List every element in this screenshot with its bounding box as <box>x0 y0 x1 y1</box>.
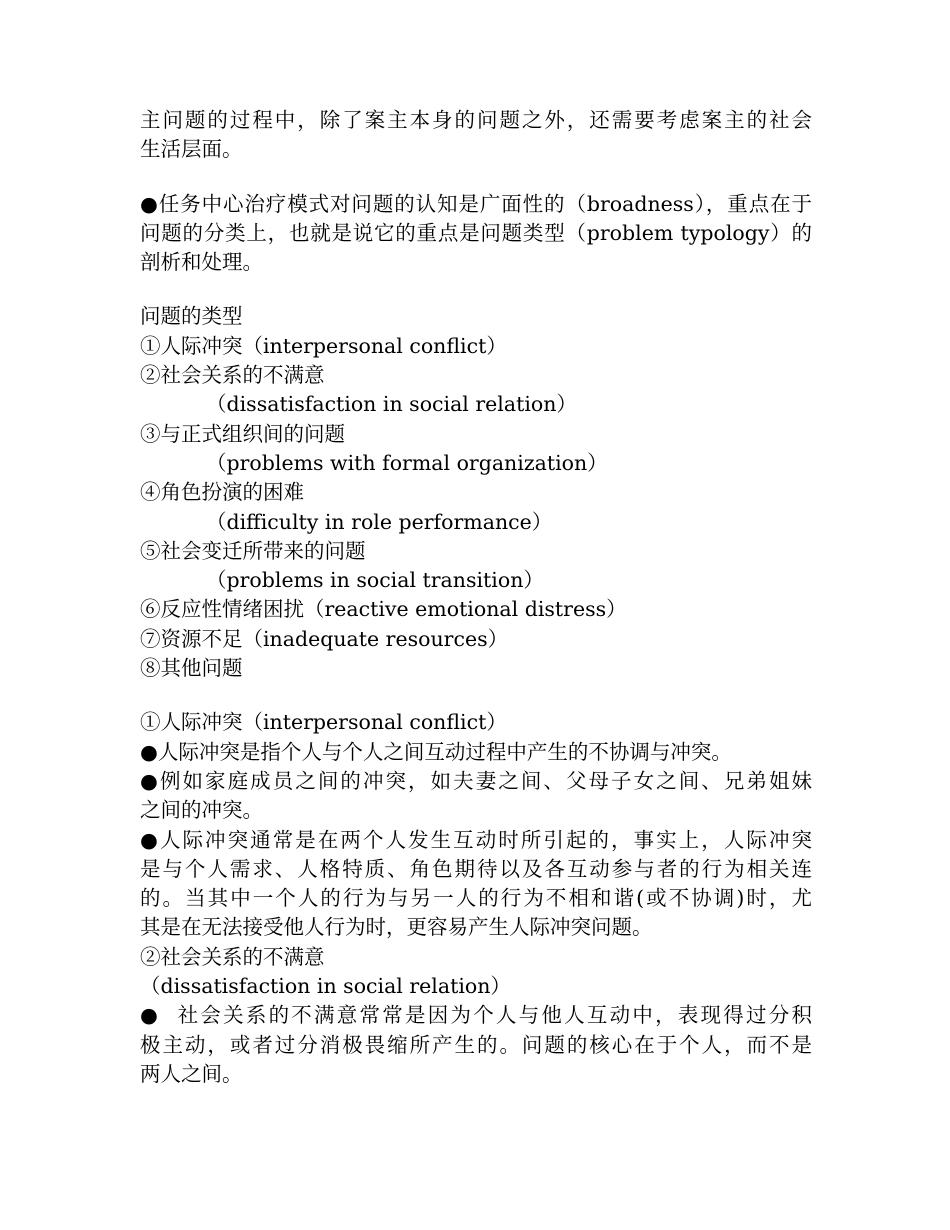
types-item-6: ⑥反应性情绪困扰（reactive emotional distress） <box>140 597 627 622</box>
bullet1-line-2: 问题的分类上，也就是说它的重点是问题类型（problem typology）的 <box>140 220 812 245</box>
types-item-4: ④角色扮演的困难 <box>140 480 304 505</box>
document-page <box>140 106 812 1089</box>
paragraph-gap <box>140 277 812 302</box>
section1-bullet-3-line-2: 是与个人需求、人格特质、角色期待以及各互动参与者的行为相关连 <box>140 856 812 881</box>
types-item-2: ②社会关系的不满意 <box>140 363 325 388</box>
section1-bullet-3-line-1: ●人际冲突通常是在两个人发生互动时所引起的，事实上，人际冲突 <box>140 827 812 852</box>
section2-bullet-1-line-2: 极主动，或者过分消极畏缩所产生的。问题的核心在于个人，而不是 <box>140 1032 812 1057</box>
paragraph-gap <box>140 165 812 190</box>
section1-bullet-1: ●人际冲突是指个人与个人之间互动过程中产生的不协调与冲突。 <box>140 739 732 764</box>
section2-bullet-1-line-1: ● 社会关系的不满意常常是因为个人与他人互动中，表现得过分积 <box>140 1003 812 1028</box>
types-item-3-english: （problems with formal organization） <box>206 450 608 475</box>
types-item-7: ⑦资源不足（inadequate resources） <box>140 626 509 651</box>
section1-bullet-2-line-1: ●例如家庭成员之间的冲突，如夫妻之间、父母子女之间、兄弟姐妹 <box>140 768 812 793</box>
bullet1-line-3: 剖析和处理。 <box>140 250 263 275</box>
section2-heading-english: （dissatisfaction in social relation） <box>140 974 511 999</box>
paragraph-gap <box>140 683 812 708</box>
types-item-5: ⑤社会变迁所带来的问题 <box>140 538 366 563</box>
section1-heading: ①人际冲突（interpersonal conflict） <box>140 710 507 735</box>
types-item-8: ⑧其他问题 <box>140 656 243 681</box>
types-item-1: ①人际冲突（interpersonal conflict） <box>140 333 507 358</box>
section2-bullet-1-line-3: 两人之间。 <box>140 1061 243 1086</box>
section1-bullet-2-line-2: 之间的冲突。 <box>140 798 263 823</box>
intro-line-1: 主问题的过程中，除了案主本身的问题之外，还需要考虑案主的社会 <box>140 108 812 132</box>
types-item-5-english: （problems in social transition） <box>206 568 544 593</box>
types-item-3: ③与正式组织间的问题 <box>140 421 345 446</box>
intro-line-2: 生活层面。 <box>140 137 243 162</box>
section1-bullet-3-line-4: 其是在无法接受他人行为时，更容易产生人际冲突问题。 <box>140 915 653 940</box>
section1-bullet-3-line-3: 的。当其中一个人的行为与另一人的行为不相和谐(或不协调)时，尤 <box>140 886 812 911</box>
types-heading: 问题的类型 <box>140 304 243 329</box>
types-item-2-english: （dissatisfaction in social relation） <box>206 392 577 417</box>
section2-heading: ②社会关系的不满意 <box>140 944 325 969</box>
bullet1-line-1: ●任务中心治疗模式对问题的认知是广面性的（broadness），重点在于 <box>140 191 812 216</box>
types-item-4-english: （difficulty in role performance） <box>206 509 553 534</box>
